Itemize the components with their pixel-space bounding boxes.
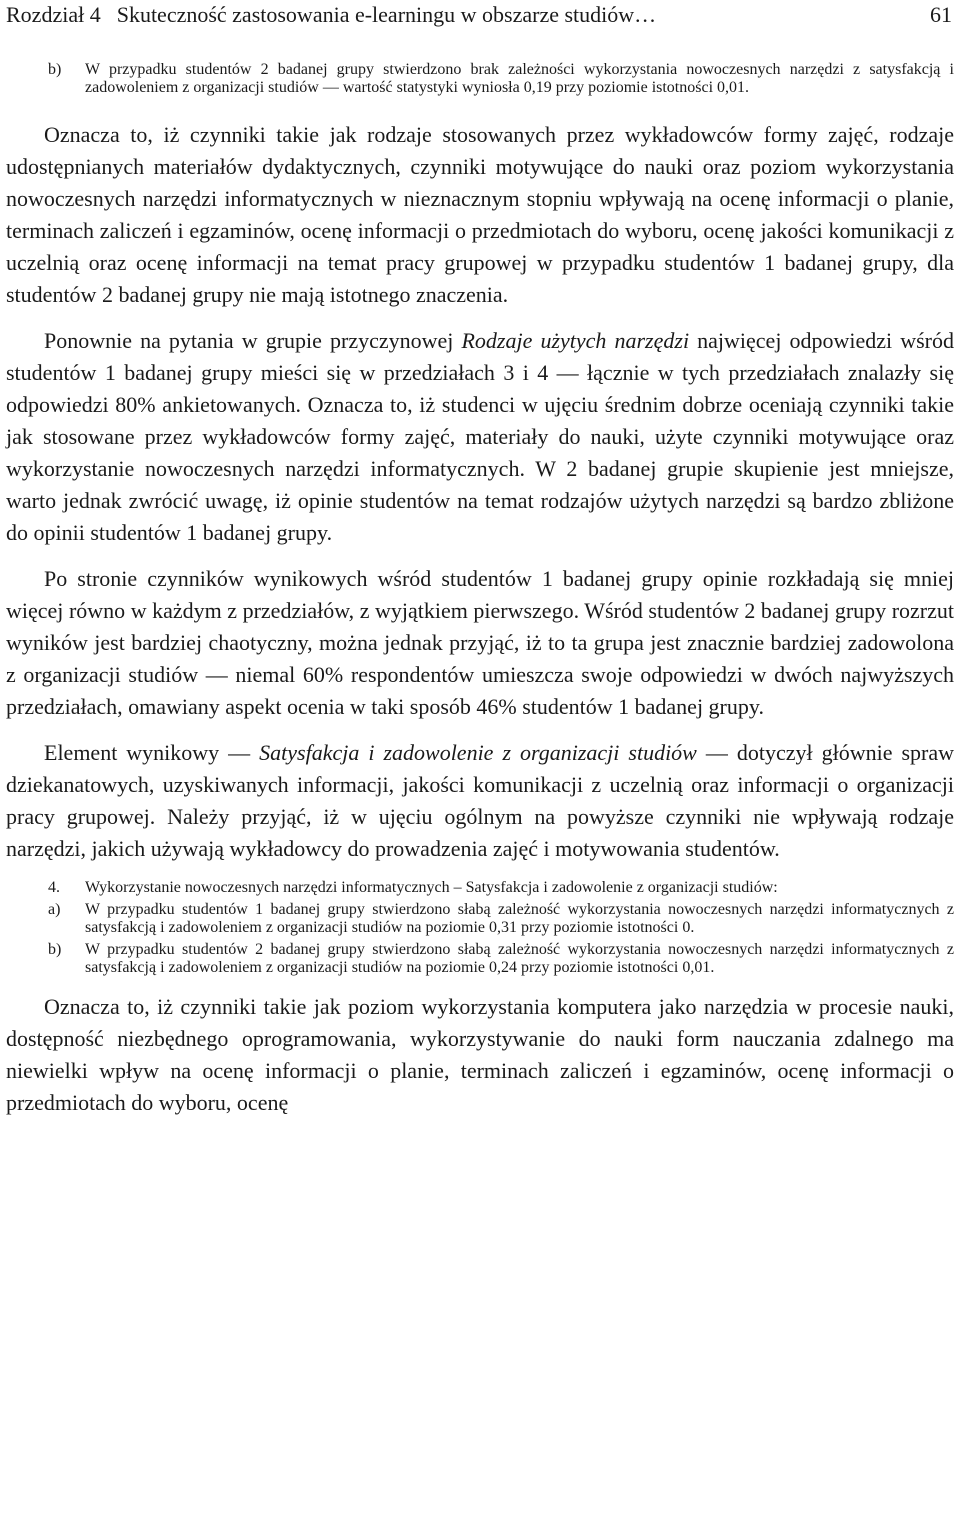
page-number: 61	[930, 2, 952, 27]
numbered-item-4	[6, 879, 954, 897]
list-item-text: W przypadku studentów 1 badanej grupy stwierdzono słabą zależność wykorzystania nowoczesnych narzędzi informatycznych z satysfakcją i zadowoleniem z organizacji studiów na poziomie 0,31 przy poziomie istotności 0.	[85, 901, 954, 936]
paragraph-2-before: Ponownie na pytania w grupie przyczynowej	[44, 328, 462, 353]
running-header	[6, 0, 954, 30]
paragraph-1: Oznacza to, iż czynniki takie jak rodzaje stosowanych przez wykładowców formy zajęć, rodzaje udostępnianych materiałów dydaktycznych, czynniki motywujące do nauki oraz poziom wykorzystania nowoczesnych narzędzi informatycznych w nieznacznym stopniu wpływają na ocenę informacji o planie, terminach zaliczeń i egzaminów, ocenę informacji o przedmiotach do wyboru, ocenę jakości komunikacji z uczelnią oraz ocenę informacji na temat pracy grupowej w przypadku studentów 1 badanej grupy, dla studentów 2 badanej grupy nie mają istotnego znaczenia.	[6, 122, 954, 307]
list-marker: b)	[48, 941, 62, 958]
list-marker: b)	[48, 61, 62, 78]
paragraph-4-before: Element wynikowy —	[44, 740, 260, 765]
paragraph-4-italic: Satysfakcja i zadowolenie z organizacji studiów	[259, 740, 697, 765]
list-item-a	[6, 901, 954, 937]
chapter-label: Rozdział 4	[6, 2, 101, 27]
paragraph-3: Po stronie czynników wynikowych wśród studentów 1 badanej grupy opinie rozkładają się mniej więcej równo w każdym z przedziałów, z wyjątkiem pierwszego. Wśród studentów 2 badanej grupy rozrzut wyników jest bardziej chaotyczny, można jednak przyjąć, iż to ta grupa jest znacznie bardziej zadowolona z organizacji studiów — niemal 60% respondentów umieszcza swoje odpowiedzi w dwóch najwyższych przedziałach, omawiany aspekt ocenia w taki sposób 46% studentów 1 badanej grupy.	[6, 566, 954, 719]
list-item-text: W przypadku studentów 2 badanej grupy stwierdzono brak zależności wykorzystania nowoczesnych narzędzi z satysfakcją i zadowoleniem z organizacji studiów — wartość statystyki wyniosła 0,19 przy poziomie istotności 0,01.	[85, 61, 954, 96]
header-left	[6, 0, 656, 30]
paragraph-5: Oznacza to, iż czynniki takie jak poziom wykorzystania komputera jako narzędzia w procesie nauki, dostępność niezbędnego oprogramowania, wykorzystywanie do nauki form nauczania zdalnego ma niewielki wpływ na ocenę informacji o planie, terminach zaliczeń i egzaminów, ocenę informacji o przedmiotach do wyboru, ocenę	[6, 994, 954, 1115]
paragraph-4-after: — dotyczył głównie spraw dziekanatowych, uzyskiwanych informacji, jakości komunikacji z uczelnią oraz informacji o organizacji pracy grupowej. Należy przyjąć, iż w ujęciu ogólnym na powyższe czynniki nie wpływają rodzaje narzędzi, jakich używają wykładowcy do prowadzenia zajęć i motywowania studentów.	[6, 740, 954, 861]
list-marker: 4.	[48, 879, 60, 896]
paragraph-2-after: najwięcej odpowiedzi wśród studentów 1 badanej grupy mieści się w przedziałach 3 i 4 — łącznie w tych przedziałach znalazły się odpowiedzi 80% ankietowanych. Oznacza to, iż studenci w ujęciu średnim dobrze oceniają czynniki takie jak stosowane przez wykładowców formy zajęć, materiały do nauki, użyte czynniki motywujące oraz wykorzystanie nowoczesnych narzędzi informatycznych. W 2 badanej grupie skupienie jest mniejsze, warto jednak zwrócić uwagę, iż opinie studentów na temat rodzajów użytych narzędzi są bardzo zbliżone do opinii studentów 1 badanej grupy.	[6, 328, 955, 545]
list-marker: a)	[48, 901, 61, 918]
paragraph-2-italic: Rodzaje użytych narzędzi	[461, 328, 690, 353]
chapter-title: Skuteczność zastosowania e-learningu w obszarze studiów…	[116, 2, 657, 27]
list-item-text: W przypadku studentów 2 badanej grupy stwierdzono słabą zależność wykorzystania nowoczesnych narzędzi informatycznych z satysfakcją i zadowoleniem z organizacji studiów na poziomie 0,24 przy poziomie istotności 0,01.	[85, 941, 954, 976]
paragraph-4	[6, 737, 954, 865]
list-item-text: Wykorzystanie nowoczesnych narzędzi informatycznych – Satysfakcja i zadowolenie z organizacji studiów:	[85, 879, 778, 896]
document-page	[6, 0, 954, 1119]
list-item-b	[6, 941, 954, 977]
list-item-b-top	[6, 61, 954, 97]
paragraph-2	[6, 325, 954, 549]
